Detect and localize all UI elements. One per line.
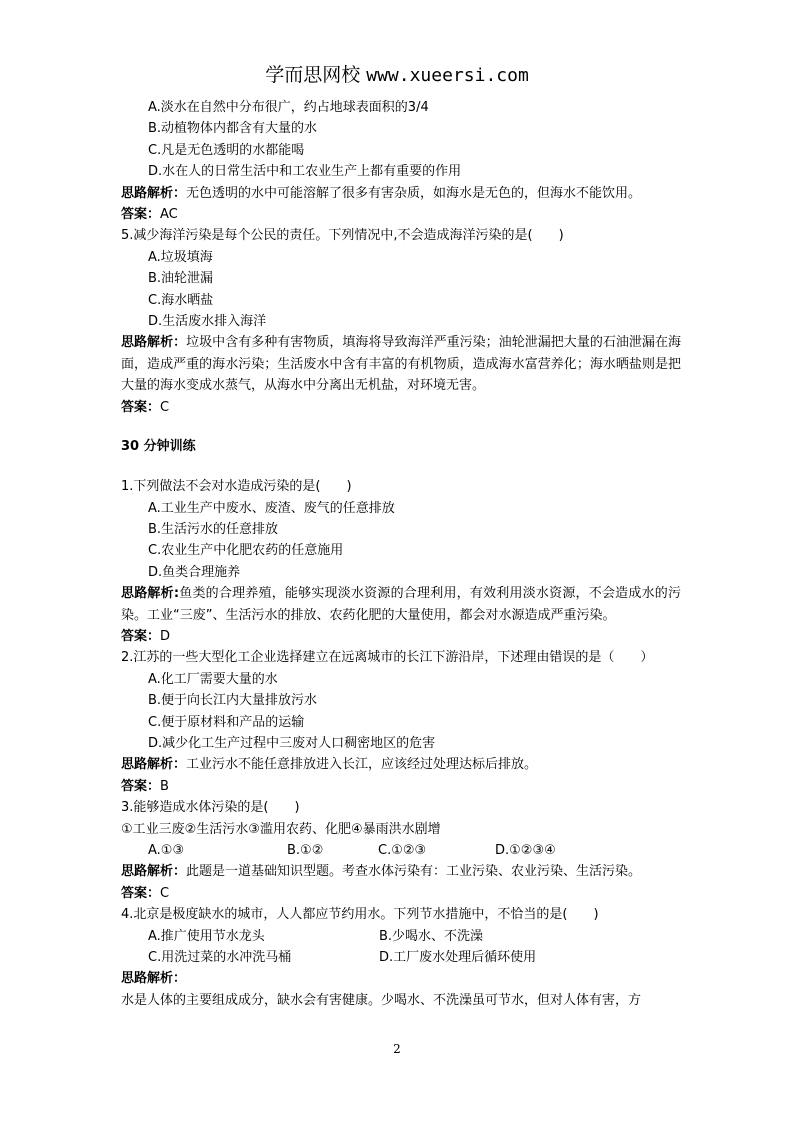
option-d: D.①②③④: [495, 842, 556, 858]
question-stem: 1.下列做法不会对水造成污染的是( ): [121, 479, 352, 495]
option-row: [121, 926, 681, 947]
answer-label: 答案：: [121, 778, 161, 794]
option-b: B.油轮泄漏: [148, 271, 214, 287]
analysis: [121, 332, 681, 396]
analysis: [121, 754, 681, 775]
option-row: [121, 840, 681, 861]
analysis-label: 思路解析：: [121, 335, 187, 351]
question-stem: 4.北京是极度缺水的城市，人人都应节约用水。下列节水措施中，不恰当的是( ): [121, 907, 599, 923]
option-a: A.①③: [148, 842, 185, 858]
section-title: 30 分钟训练: [121, 438, 196, 454]
analysis-label: 思路解析：: [121, 757, 187, 773]
answer-label: 答案：: [121, 399, 161, 415]
analysis: [121, 183, 681, 204]
answer: [121, 883, 681, 904]
answer: [121, 776, 681, 797]
analysis-text: 此题是一道基础知识型题。考查水体污染有：工业污染、农业污染、生活污染。: [186, 864, 642, 880]
question-items: ①工业三废②生活污水③滥用农药、化肥④暴雨洪水剧增: [121, 821, 441, 837]
analysis-label: 思路解析：: [121, 864, 187, 880]
analysis: [121, 861, 681, 882]
answer-text: D: [160, 629, 171, 645]
question-stem: 3.能够造成水体污染的是( ): [121, 800, 300, 816]
answer-label: 答案：: [121, 629, 161, 645]
analysis-text: 无色透明的水中可能溶解了很多有害杂质，如海水是无色的，但海水不能饮用。: [186, 185, 642, 201]
answer-text: C: [160, 885, 170, 901]
option-c: C.凡是无色透明的水都能喝: [148, 142, 305, 158]
option-c: C.便于原材料和产品的运输: [148, 714, 305, 730]
option-a: A.推广使用节水龙头: [148, 928, 265, 944]
option-a: A.淡水在自然中分布很广，约占地球表面积的3/4: [148, 100, 429, 115]
option-row: [121, 947, 681, 968]
option-c: C.海水晒盐: [148, 292, 214, 308]
document-body: [121, 97, 681, 1011]
option-d: D.生活废水排入海洋: [148, 313, 267, 329]
question-stem: 2.江苏的一些大型化工企业选择建立在远离城市的长江下游沿岸，下述理由错误的是（ ）: [121, 650, 654, 666]
question-stem: 5.减少海洋污染是每个公民的责任。下列情况中,不会造成海洋污染的是( ): [121, 228, 564, 244]
option-d: D.工厂废水处理后循环使用: [379, 949, 537, 965]
option-b: B.少喝水、不洗澡: [379, 928, 484, 944]
option-c: C.用洗过菜的水冲洗马桶: [148, 949, 292, 965]
option-c: C.农业生产中化肥农药的任意施用: [148, 543, 344, 559]
page-header: [0, 62, 794, 89]
option-b: B.生活污水的任意排放: [148, 522, 279, 538]
header-site: www.xueersi.com: [366, 65, 529, 86]
answer: [121, 204, 681, 225]
analysis-label: 思路解析：: [121, 185, 187, 201]
answer-text: C: [160, 399, 170, 415]
answer: [121, 397, 681, 418]
option-c: C.①②③: [378, 842, 427, 858]
option-a: A.化工厂需要大量的水: [148, 671, 278, 687]
page-number: 2: [393, 1042, 401, 1056]
answer-label: 答案：: [121, 885, 161, 901]
analysis-label: 思路解析：: [121, 971, 187, 987]
answer-text: AC: [160, 206, 178, 222]
analysis-text: 工业污水不能任意排放进入长江，应该经过处理达标后排放。: [186, 757, 538, 773]
option-b: B.动植物体内都含有大量的水: [148, 121, 318, 137]
option-a: A.工业生产中废水、废渣、废气的任意排放: [148, 500, 395, 516]
header-school: 学而思网校: [265, 64, 361, 86]
answer-label: 答案：: [121, 206, 161, 222]
option-d: D.水在人的日常生活中和工农业生产上都有重要的作用: [148, 164, 462, 180]
analysis-text: 水是人体的主要组成成分，缺水会有害健康。少喝水、不洗澡虽可节水，但对人体有害，方: [121, 992, 642, 1008]
answer-text: B: [160, 778, 169, 794]
analysis-text: 鱼类的合理养殖，能够实现淡水资源的合理利用，有效利用淡水资源，不会造成水的污染。工业“三废”、生活污水的排放、农药化肥的大量使用，都会对水源造成严重污染。: [121, 586, 681, 623]
analysis: [121, 583, 681, 626]
option-d: D.鱼类合理施养: [148, 564, 241, 580]
option-a: A.垃圾填海: [148, 249, 213, 265]
option-b: B.便于向长江内大量排放污水: [148, 693, 318, 709]
analysis-text: 垃圾中含有多种有害物质，填海将导致海洋严重污染；油轮泄漏把大量的石油泄漏在海面，造成严重的海水污染；生活废水中含有丰富的有机物质，造成海水富营养化；海水晒盐则是把大量的海水变成水蒸气，从海水中分离出无机盐，对环境无害。: [121, 335, 681, 394]
option-b: B.①②: [287, 842, 324, 858]
option-d: D.减少化工生产过程中三废对人口稠密地区的危害: [148, 736, 436, 752]
answer: [121, 626, 681, 647]
analysis-label: 思路解析:: [121, 586, 180, 602]
